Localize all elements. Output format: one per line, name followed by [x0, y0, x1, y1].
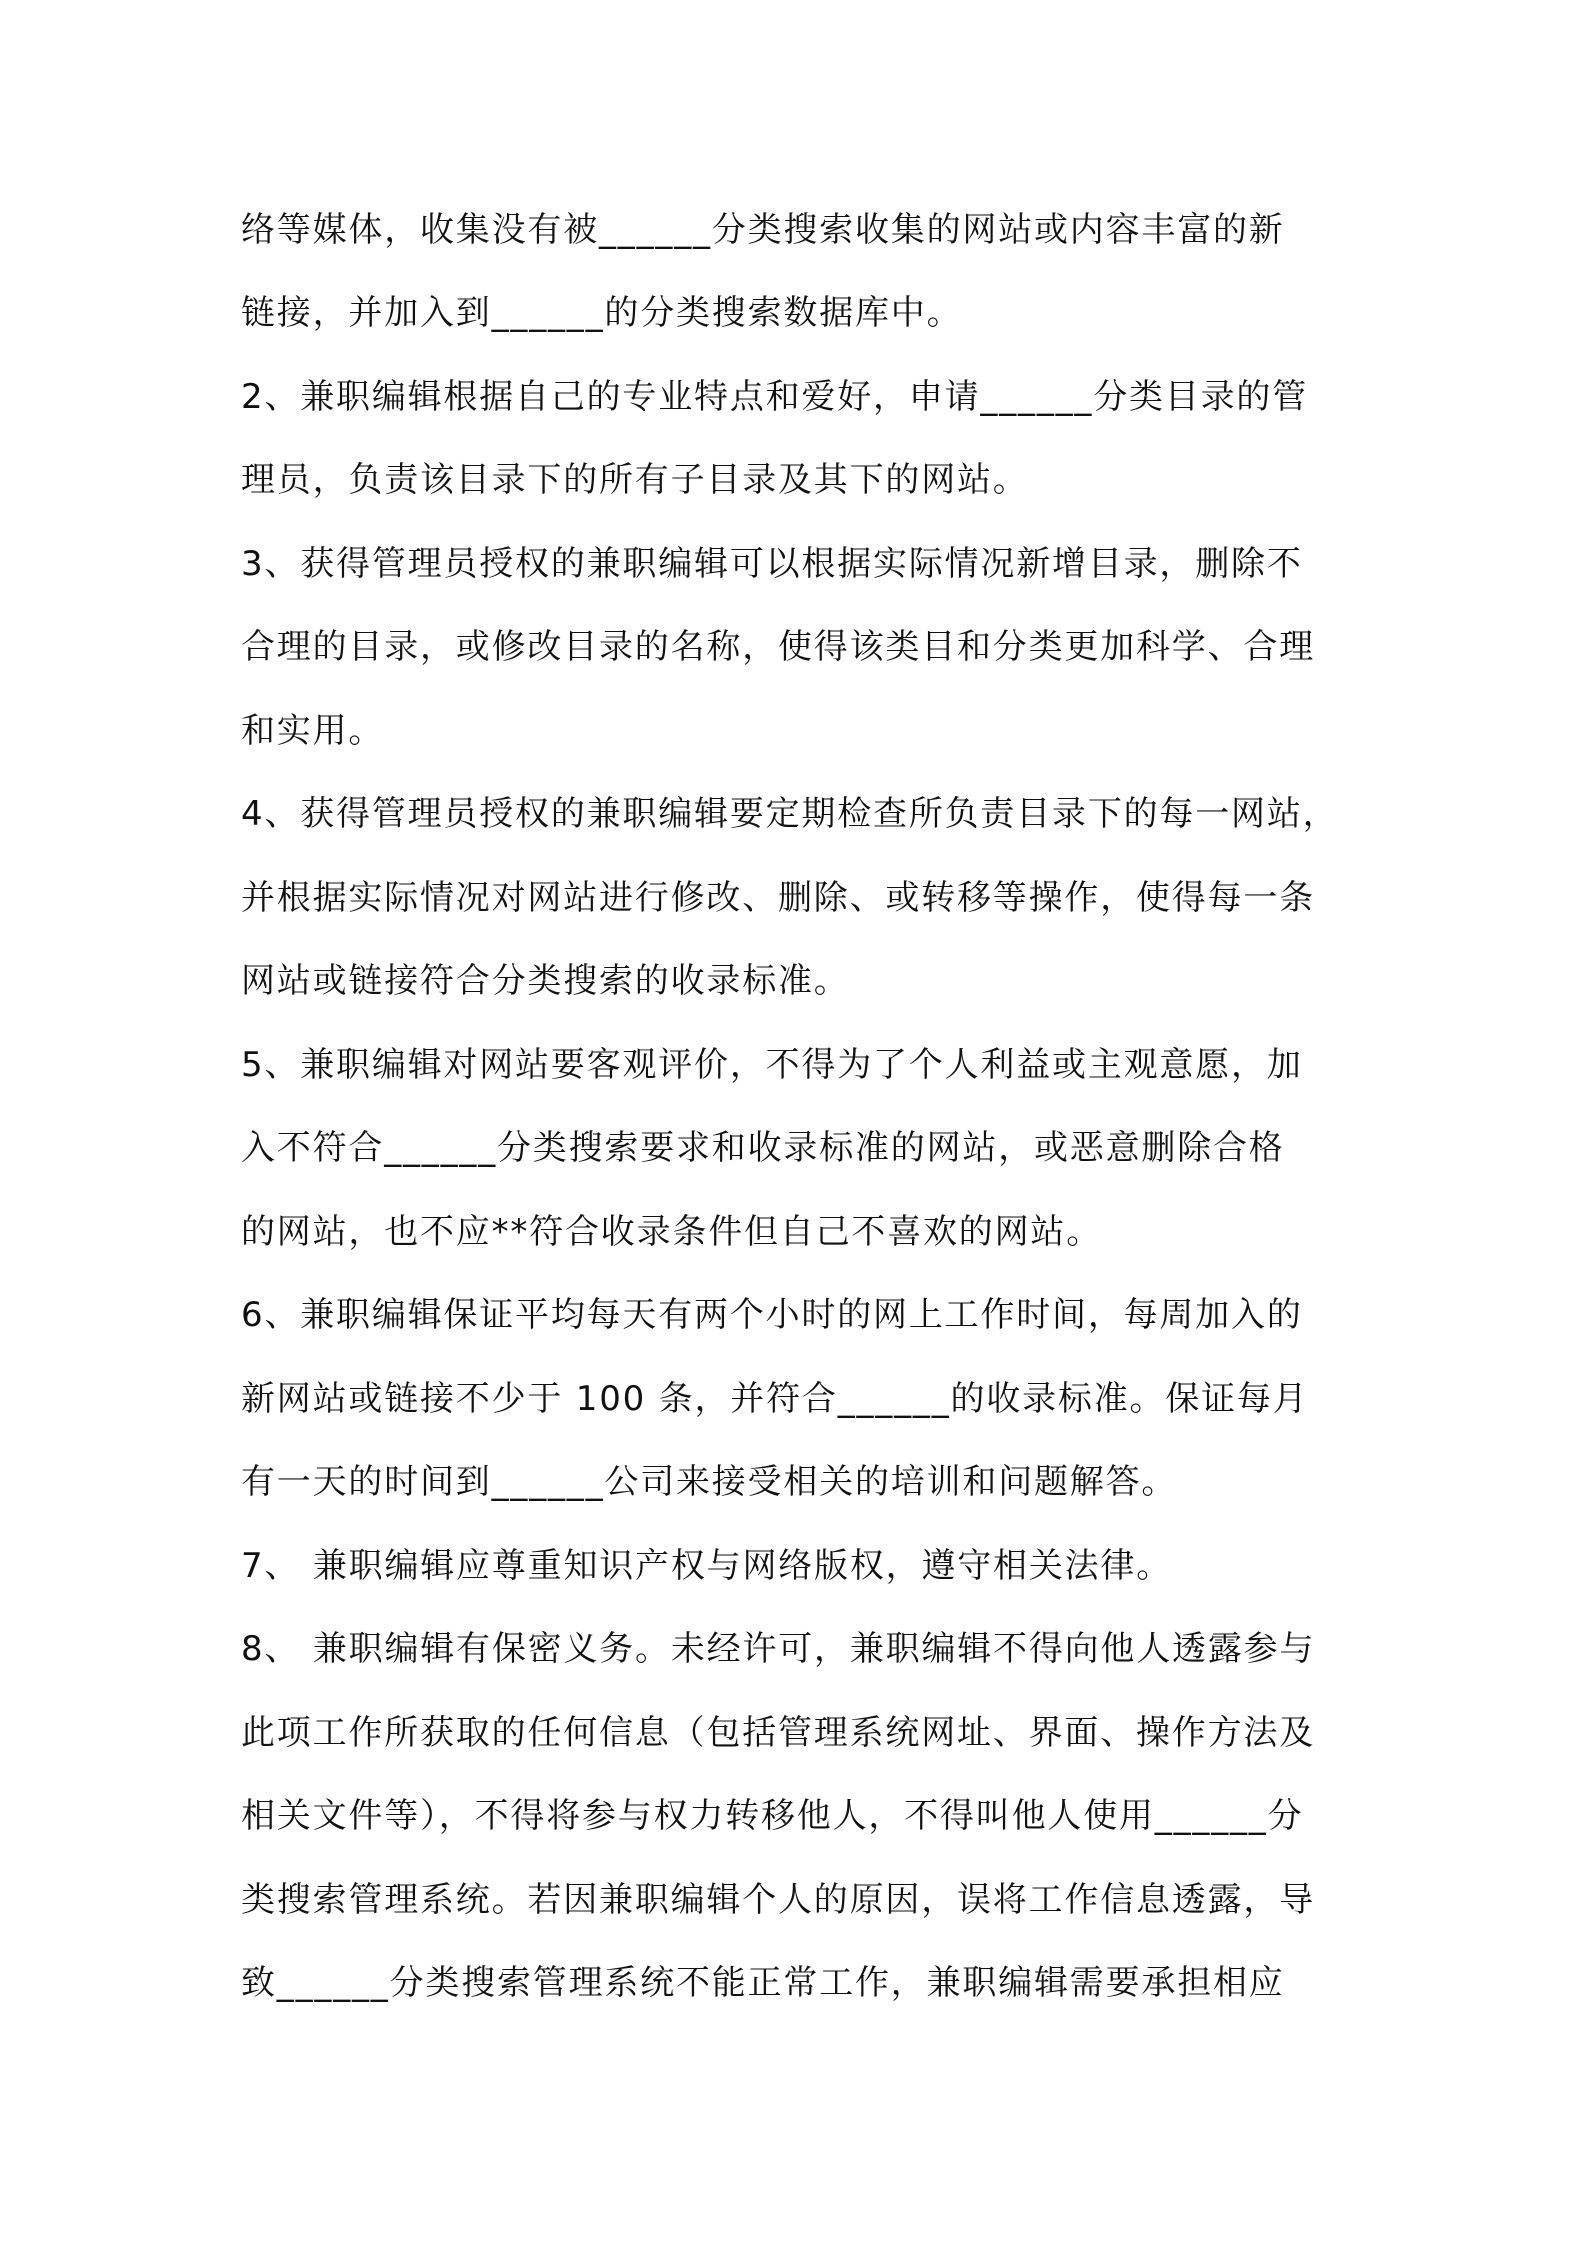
text-line: 和实用。: [241, 711, 385, 751]
text-line: 新网站或链接不少于 100 条，并符合______的收录标准。保证每月: [241, 1379, 1309, 1419]
text-line: 相关文件等），不得将参与权力转移他人，不得叫他人使用______分: [241, 1796, 1304, 1836]
text-line: 致______分类搜索管理系统不能正常工作，兼职编辑需要承担相应: [241, 1963, 1285, 2003]
text-line: 合理的目录，或修改目录的名称，使得该类目和分类更加科学、合理: [241, 627, 1315, 667]
text-line: 此项工作所获取的任何信息（包括管理系统网址、界面、操作方法及: [241, 1713, 1315, 1753]
text-line: 3、获得管理员授权的兼职编辑可以根据实际情况新增目录，删除不: [241, 544, 1303, 584]
text-line: 6、兼职编辑保证平均每天有两个小时的网上工作时间，每周加入的: [241, 1295, 1303, 1335]
text-line: 网站或链接符合分类搜索的收录标准。: [241, 961, 850, 1001]
text-line: 链接，并加入到______的分类搜索数据库中。: [241, 293, 963, 333]
text-line: 有一天的时间到______公司来接受相关的培训和问题解答。: [241, 1462, 1178, 1502]
text-line: 并根据实际情况对网站进行修改、删除、或转移等操作，使得每一条: [241, 878, 1315, 918]
text-line: 入不符合______分类搜索要求和收录标准的网站，或恶意删除合格: [241, 1128, 1285, 1168]
text-line: 4、获得管理员授权的兼职编辑要定期检查所负责目录下的每一网站，: [241, 794, 1339, 834]
text-line: 8、 兼职编辑有保密义务。未经许可，兼职编辑不得向他人透露参与: [241, 1629, 1316, 1669]
text-line: 5、兼职编辑对网站要客观评价，不得为了个人利益或主观意愿，加: [241, 1045, 1303, 1085]
text-line: 类搜索管理系统。若因兼职编辑个人的原因，误将工作信息透露，导: [241, 1880, 1315, 1920]
text-line: 理员，负责该目录下的所有子目录及其下的网站。: [241, 460, 1029, 500]
text-line: 的网站，也不应**符合收录条件但自己不喜欢的网站。: [241, 1212, 1102, 1252]
text-line: 2、兼职编辑根据自己的专业特点和爱好，申请______分类目录的管: [241, 377, 1309, 417]
text-line: 络等媒体，收集没有被______分类搜索收集的网站或内容丰富的新: [241, 210, 1285, 250]
text-line: 7、 兼职编辑应尊重知识产权与网络版权，遵守相关法律。: [241, 1546, 1173, 1586]
